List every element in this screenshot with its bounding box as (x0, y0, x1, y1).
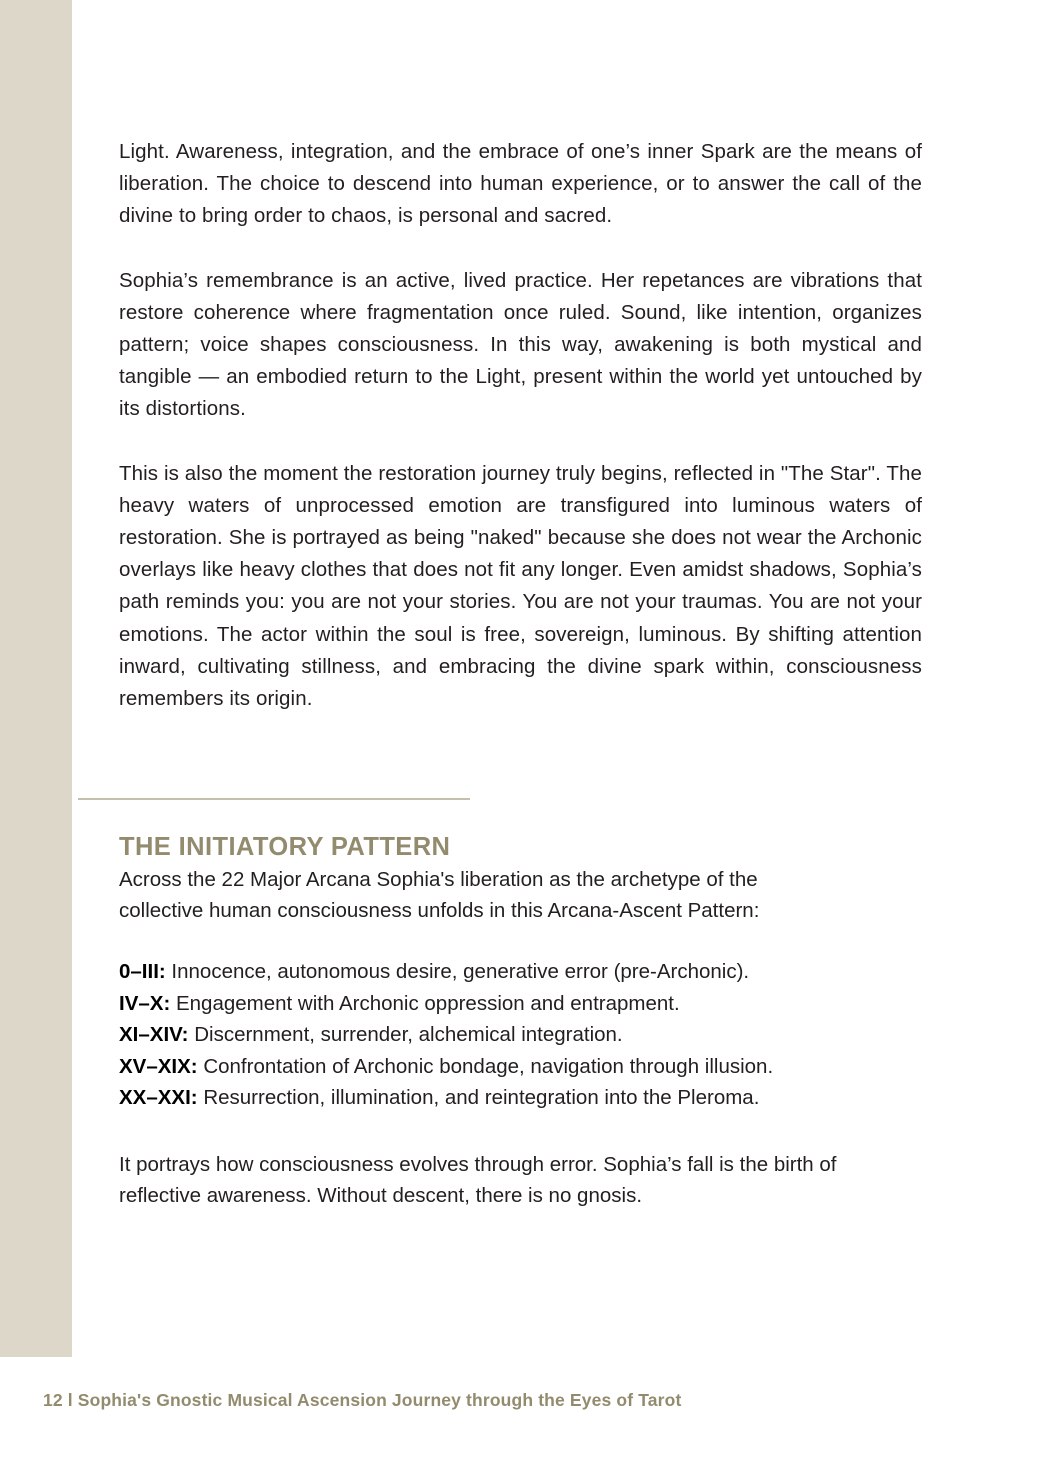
list-item-description: Engagement with Archonic oppression and entrapment. (170, 991, 680, 1015)
list-item-range: XV–XIX: (119, 1054, 198, 1078)
list-item-range: 0–III: (119, 960, 166, 983)
list-item-description: Discernment, surrender, alchemical integration. (188, 1023, 623, 1046)
list-item-range: IV–X: (119, 991, 171, 1015)
paragraph-2: Sophia’s remembrance is an active, lived practice. Her repetances are vibrations that restore coherence where fragmentation once ruled. Sound, like intention, organizes pattern; voice shapes consciousness. In this way, awakening is both mystical and tangible — an embodied return to the Light, present within the world yet untouched by its distortions. (119, 268, 922, 421)
section-intro-text: Across the 22 Major Arcana Sophia's liberation as the archetype of the collective human consciousness unfolds in this Arcana-Ascent Pattern: (119, 868, 760, 922)
body-text-column (119, 136, 922, 715)
list-item-range: XX–XXI: (119, 1086, 198, 1109)
list-item-description: Confrontation of Archonic bondage, navigation through illusion. (197, 1054, 774, 1078)
section-closing-text: It portrays how consciousness evolves through error. Sophia’s fall is the birth of reflective awareness. Without descent, there is no gnosis. (119, 1152, 837, 1207)
page-side-band (0, 0, 72, 1357)
page-footer (43, 1390, 1003, 1411)
list-item (119, 1019, 922, 1051)
section-divider (78, 798, 470, 800)
paragraph-1: Light. Awareness, integration, and the embrace of one’s inner Spark are the means of liberation. The choice to descend into human experience, or to answer the call of the divine to bring order to chaos, is personal and sacred. (119, 140, 922, 228)
list-item-description: Resurrection, illumination, and reintegration into the Pleroma. (197, 1086, 760, 1109)
footer-title: 12 l Sophia's Gnostic Musical Ascension Journey through the Eyes of Tarot (43, 1390, 682, 1410)
list-item-range: XI–XIV: (119, 1023, 189, 1046)
list-item-description: Innocence, autonomous desire, generative error (pre-Archonic). (165, 960, 750, 983)
list-item (119, 988, 922, 1020)
list-item (119, 1082, 922, 1114)
section-heading: THE INITIATORY PATTERN (119, 833, 451, 861)
list-item (119, 1051, 922, 1083)
list-item (119, 956, 922, 988)
paragraph-3: This is also the moment the restoration journey truly begins, reflected in "The Star". The heavy waters of unprocessed emotion are transfigured into luminous waters of restoration. She is portrayed as being "naked" because she does not wear the Archonic overlays like heavy clothes that does not fit any longer. Even amidst shadows, Sophia’s path reminds you: you are not your stories. You are not your traumas. You are not your emotions. The actor within the soul is free, sovereign, luminous. By shifting attention inward, cultivating stillness, and embracing the divine spark within, consciousness remembers its origin. (119, 461, 922, 711)
arcana-ascent-list (119, 956, 922, 1114)
initiatory-pattern-section (119, 833, 922, 1212)
